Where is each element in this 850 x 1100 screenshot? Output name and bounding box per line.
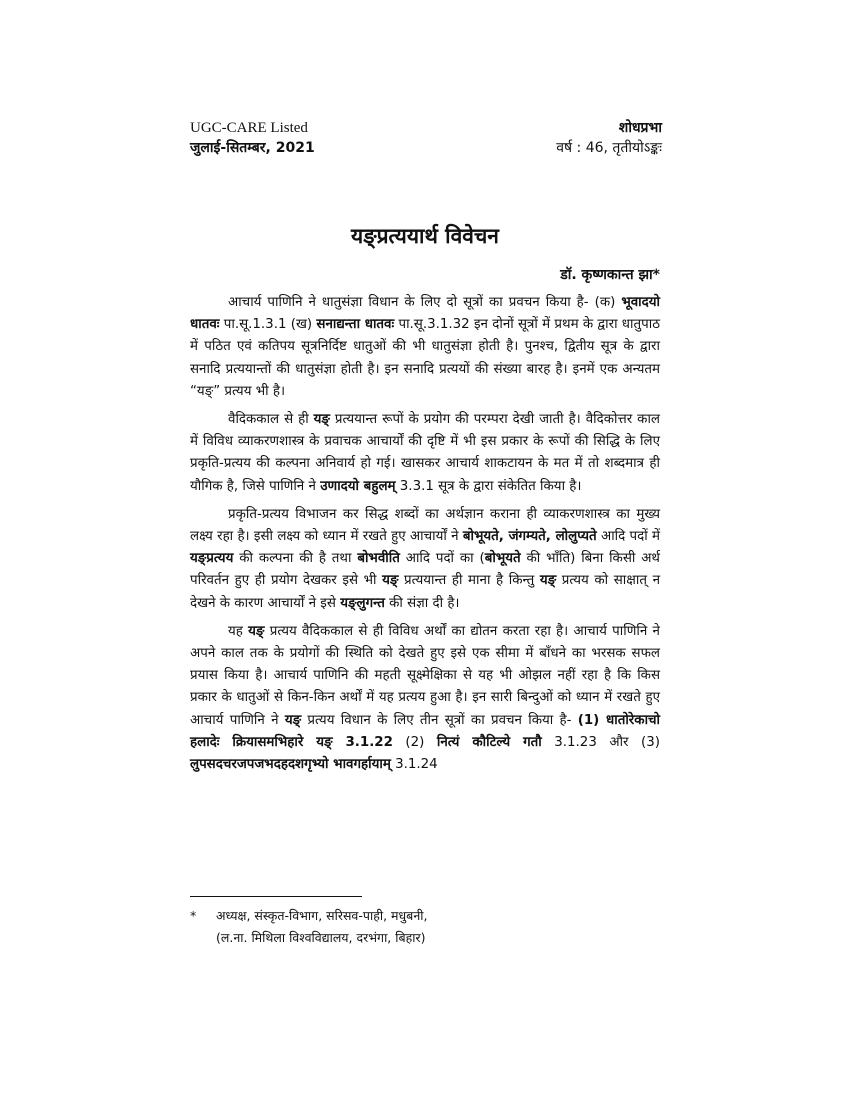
journal-name: शोधप्रभा <box>618 120 662 136</box>
p4-text-3: प्रत्यय विधान के लिए तीन सूत्रों का प्रवचन किया है- <box>301 712 578 728</box>
p3-text-7: प्रत्यय को साक्षात् न देखने के कारण आचार्यों ने इसे <box>190 573 661 611</box>
p1-bold-1: भूवादयो धातवः <box>190 295 660 333</box>
article-body <box>190 292 660 782</box>
p3-text-8: की संज्ञा दी है। <box>384 595 460 611</box>
p3-text-2: आदि पदों में <box>596 529 660 545</box>
p3-text-6: प्रत्ययान्त ही माना है किन्तु <box>398 573 540 589</box>
p2-bold-2: उणादयो बहुलम् <box>320 478 396 494</box>
ugc-care-label: UGC-CARE Listed <box>190 120 308 136</box>
p4-bold-2: यङ् <box>284 712 302 728</box>
p2-text-3: 3.3.1 सूत्र के द्वारा संकेतित किया है। <box>395 478 582 494</box>
p4-bold-1: यङ् <box>248 623 265 639</box>
footnote <box>190 905 427 949</box>
volume-issue: वर्ष : 46, तृतीयोऽङ्कः <box>556 140 662 156</box>
p3-bold-7: यङ्लुगन्त <box>340 595 385 611</box>
p2-bold-1: यङ् <box>313 412 330 428</box>
author-name: डॉ. कृष्णकान्त झा* <box>560 267 660 283</box>
issue-period: जुलाई-सितम्बर, 2021 <box>190 140 315 156</box>
p1-text-1: आचार्य पाणिनि ने धातुसंज्ञा विधान के लिए दो सूत्रों का प्रवचन किया है- (क) <box>228 295 622 310</box>
p4-bold-5: लुपसदचरजपजभदहदशगृभ्यो भावगर्हायाम् <box>190 757 391 773</box>
p3-bold-2: यङ्प्रत्यय <box>190 551 234 567</box>
p1-bold-2: सनाद्यन्ता धातवः <box>316 317 395 333</box>
p3-text-3: की कल्पना की है तथा <box>233 551 358 567</box>
footnote-line-2: (ल.ना. मिथिला विश्वविद्यालय, दरभंगा, बिहार) <box>216 930 426 945</box>
p3-text-5: की भाँति) बिना किसी अर्थ परिवर्तन हुए ही प्रयोग देखकर इसे भी <box>190 551 660 589</box>
p3-bold-3: बोभवीति <box>357 551 400 567</box>
footnote-divider <box>190 896 362 897</box>
p4-text-4: (2) <box>392 734 437 750</box>
paragraph-3 <box>190 504 660 615</box>
paragraph-1 <box>190 292 660 403</box>
journal-listing-header <box>190 118 315 158</box>
paragraph-4 <box>190 621 660 776</box>
p4-bold-3: (1) धातोरेकाचो हलादेः क्रियासमभिहारे यङ् 3.1.22 <box>190 712 661 750</box>
p3-bold-6: यङ् <box>539 573 557 589</box>
p1-text-2: पा.सू.1.3.1 (ख) <box>219 317 317 333</box>
article-title: यङ्प्रत्ययार्थ विवेचन <box>351 224 499 248</box>
p2-text-1: वैदिककाल से ही <box>228 412 314 428</box>
p1-text-3: पा.सू.3.1.32 इन दोनों सूत्रों में प्रथम के द्वारा धातुपाठ में पठित एवं कतिपय सूत्रनिर्दिष्ट धातुओं की भी धातुसंज्ञा होती है। पुनश्च, द्वितीय सूत्र के द्वारा सनादि प्रत्ययान्तों की धातुसंज्ञा होती है। इन सनादि प्रत्ययों की संख्या बारह है। इनमें एक अन्यतम “यङ्” प्रत्यय भी है। <box>190 317 661 399</box>
p4-text-1: यह <box>228 623 249 639</box>
p4-text-5: 3.1.23 और (3) <box>541 734 660 750</box>
p2-text-2: प्रत्ययान्त रूपों के प्रयोग की परम्परा देखी जाती है। वैदिकोत्तर काल में विविध व्याकरणशास्त्र के प्रवाचक आचार्यों की दृष्टि में भी इस प्रकार के रूपों की सिद्धि के लिए प्रकृति-प्रत्यय की कल्पना अनिवार्य हो गई। खासकर आचार्य शाकटायन के मत में तो शब्दमात्र ही यौगिक है, जिसे पाणिनि ने <box>190 412 660 494</box>
p4-text-6: 3.1.24 <box>390 757 438 773</box>
p3-bold-1: बोभूयते, जंगम्यते, लोलुप्यते <box>462 529 597 545</box>
footnote-affiliation: अध्यक्ष, संस्कृत-विभाग, सरिसव-पाही, मधुबनी, <box>216 908 428 923</box>
p4-bold-4: नित्यं कौटिल्ये गतौ <box>436 734 542 750</box>
p3-bold-4: बोभूयते <box>484 551 521 567</box>
paragraph-2 <box>190 409 660 498</box>
p3-text-4: आदि पदों का ( <box>399 551 485 567</box>
p3-text-1: प्रकृति-प्रत्यय विभाजन कर सिद्ध शब्दों का अर्थज्ञान कराना ही व्याकरणशास्त्र का मुख्य लक्ष्य रहा है। इसी लक्ष्य को ध्यान में रखते हुए आचार्यों ने <box>190 506 660 545</box>
footnote-mark: * <box>190 908 197 923</box>
journal-name-header <box>556 118 662 158</box>
p3-bold-5: यङ् <box>382 573 399 589</box>
p4-text-2: प्रत्यय वैदिककाल से ही विविध अर्थों का द्योतन करता रहा है। आचार्य पाणिनि ने अपने काल तक के प्रयोगों की स्थिति को देखते हुए इसे एक सीमा में बाँधने का भरसक सफल प्रयास किया है। आचार्य पाणिनि की महती सूक्ष्मेक्षिका से यह भी ओझल नहीं रहा है कि किस प्रकार के धातुओं से किन-किन अर्थों में यह प्रत्यय हुआ है। इन सारी बिन्दुओं को ध्यान में रखते हुए आचार्य पाणिनि ने <box>190 623 660 728</box>
footnote-line-1 <box>190 905 427 927</box>
